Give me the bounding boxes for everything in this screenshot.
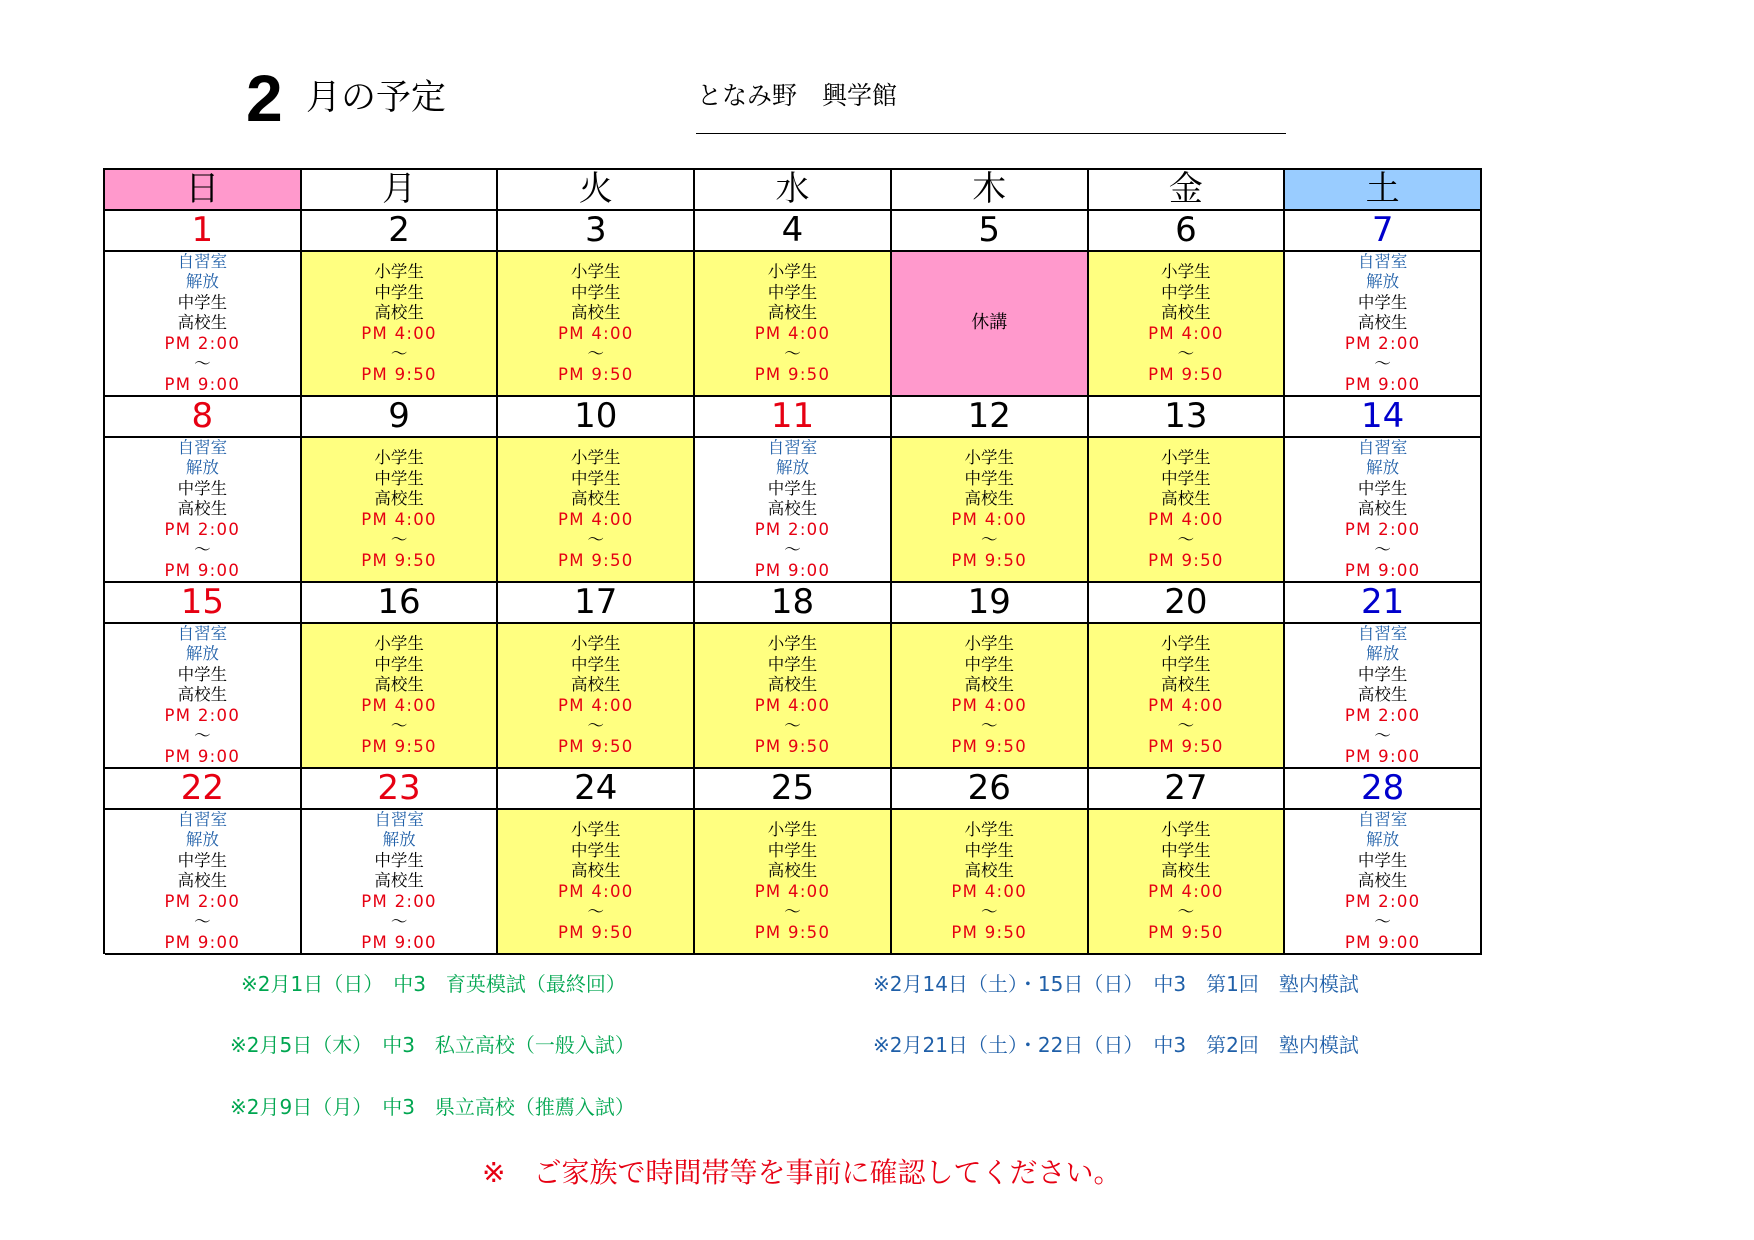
study-room-schedule xyxy=(105,624,302,769)
time-separator: ～ xyxy=(784,902,801,921)
grade-label: 高校生 xyxy=(177,871,228,891)
note-exam-feb1: ※2月1日（日） 中3 育英模試（最終回） xyxy=(241,972,626,996)
start-time: PM 4:00 xyxy=(754,881,831,901)
end-time: PM 9:50 xyxy=(557,364,634,384)
grade-label: 小学生 xyxy=(964,634,1014,653)
day-number: 26 xyxy=(892,769,1089,810)
grade-label: 中学生 xyxy=(571,654,621,674)
grade-label: 高校生 xyxy=(767,303,818,322)
end-time: PM 9:50 xyxy=(1148,550,1224,570)
day-number: 23 xyxy=(302,769,499,810)
grade-label: 中学生 xyxy=(571,840,621,860)
open-label: 解放 xyxy=(185,644,219,664)
day-number: 15 xyxy=(105,583,302,624)
day-number: 4 xyxy=(695,211,892,252)
grade-label: 中学生 xyxy=(1161,840,1211,860)
grade-label: 小学生 xyxy=(571,820,621,839)
time-separator: ～ xyxy=(1374,726,1391,746)
grade-label: 小学生 xyxy=(964,448,1014,467)
time-separator: ～ xyxy=(390,716,408,735)
grade-label: 高校生 xyxy=(1161,675,1211,694)
study-room-label: 自習室 xyxy=(177,252,228,271)
time-separator: ～ xyxy=(587,530,605,549)
day-number: 3 xyxy=(498,211,695,252)
weekday-header: 火 xyxy=(498,170,695,211)
grade-label: 中学生 xyxy=(571,282,621,302)
time-separator: ～ xyxy=(784,716,801,735)
grade-label: 小学生 xyxy=(1161,820,1211,839)
time-separator: ～ xyxy=(194,354,211,374)
grade-label: 小学生 xyxy=(767,820,818,839)
start-time: PM 4:00 xyxy=(754,323,831,343)
day-number: 24 xyxy=(498,769,695,810)
study-room-label: 自習室 xyxy=(1357,252,1408,271)
class-schedule xyxy=(892,810,1089,955)
start-time: PM 4:00 xyxy=(361,695,437,715)
study-room-schedule xyxy=(105,252,302,397)
start-time: PM 2:00 xyxy=(754,519,831,539)
grade-label: 中学生 xyxy=(1357,850,1408,870)
end-time: PM 9:50 xyxy=(754,736,831,756)
grade-label: 高校生 xyxy=(374,303,424,322)
start-time: PM 2:00 xyxy=(361,891,437,911)
grade-label: 高校生 xyxy=(571,303,621,322)
open-label: 解放 xyxy=(1366,272,1400,292)
end-time: PM 9:50 xyxy=(754,364,831,384)
class-schedule xyxy=(892,438,1089,583)
start-time: PM 4:00 xyxy=(1148,881,1224,901)
start-time: PM 4:00 xyxy=(361,323,437,343)
end-time: PM 9:50 xyxy=(557,550,634,570)
grade-label: 中学生 xyxy=(374,654,424,674)
grade-label: 高校生 xyxy=(964,489,1014,508)
study-room-schedule xyxy=(105,438,302,583)
time-separator: ～ xyxy=(587,902,605,921)
class-schedule xyxy=(1089,252,1286,397)
weekday-header: 月 xyxy=(302,170,499,211)
month-number: 2 xyxy=(246,61,283,135)
grade-label: 小学生 xyxy=(964,820,1014,839)
page-title: 月の予定 xyxy=(306,78,447,118)
study-room-label: 自習室 xyxy=(177,438,228,457)
start-time: PM 4:00 xyxy=(557,509,634,529)
grade-label: 中学生 xyxy=(177,664,228,684)
time-separator: ～ xyxy=(1177,344,1195,363)
grade-label: 高校生 xyxy=(571,675,621,694)
weekday-header: 金 xyxy=(1089,170,1286,211)
grade-label: 中学生 xyxy=(1161,654,1211,674)
end-time: PM 9:50 xyxy=(1148,364,1224,384)
grade-label: 高校生 xyxy=(767,675,818,694)
time-separator: ～ xyxy=(194,726,211,746)
study-room-label: 自習室 xyxy=(177,624,228,643)
end-time: PM 9:50 xyxy=(754,922,831,942)
day-number: 16 xyxy=(302,583,499,624)
grade-label: 小学生 xyxy=(767,262,818,281)
class-schedule xyxy=(498,438,695,583)
time-separator: ～ xyxy=(980,902,998,921)
grade-label: 高校生 xyxy=(374,489,424,508)
closed-day xyxy=(892,252,1089,397)
time-separator: ～ xyxy=(194,912,211,932)
grade-label: 中学生 xyxy=(177,478,228,498)
start-time: PM 2:00 xyxy=(1344,891,1421,911)
end-time: PM 9:00 xyxy=(164,560,241,580)
end-time: PM 9:00 xyxy=(361,932,437,952)
grade-label: 中学生 xyxy=(964,840,1014,860)
grade-label: 小学生 xyxy=(767,634,818,653)
day-number: 28 xyxy=(1285,769,1482,810)
grade-label: 高校生 xyxy=(1161,303,1211,322)
study-room-schedule xyxy=(1285,810,1482,955)
start-time: PM 2:00 xyxy=(1344,705,1421,725)
start-time: PM 2:00 xyxy=(164,519,241,539)
closed-label: 休講 xyxy=(971,312,1008,334)
grade-label: 中学生 xyxy=(1161,468,1211,488)
class-schedule xyxy=(498,624,695,769)
day-number: 12 xyxy=(892,397,1089,438)
end-time: PM 9:50 xyxy=(361,364,437,384)
grade-label: 中学生 xyxy=(1357,292,1408,312)
time-separator: ～ xyxy=(980,716,998,735)
grade-label: 中学生 xyxy=(374,282,424,302)
grade-label: 中学生 xyxy=(964,654,1014,674)
grade-label: 高校生 xyxy=(767,861,818,880)
day-number: 2 xyxy=(302,211,499,252)
start-time: PM 4:00 xyxy=(557,695,634,715)
class-schedule xyxy=(498,810,695,955)
day-number: 19 xyxy=(892,583,1089,624)
grade-label: 中学生 xyxy=(767,840,818,860)
start-time: PM 4:00 xyxy=(361,509,437,529)
start-time: PM 4:00 xyxy=(951,509,1027,529)
grade-label: 高校生 xyxy=(1161,861,1211,880)
end-time: PM 9:00 xyxy=(1344,932,1421,952)
calendar-grid xyxy=(103,168,1482,954)
note-mock-exam-2: ※2月21日（土）・22日（日） 中3 第2回 塾内模試 xyxy=(873,1033,1359,1057)
end-time: PM 9:50 xyxy=(951,922,1027,942)
day-number: 7 xyxy=(1285,211,1482,252)
open-label: 解放 xyxy=(382,830,416,850)
study-room-schedule xyxy=(1285,624,1482,769)
end-time: PM 9:50 xyxy=(361,550,437,570)
note-exam-feb5: ※2月5日（木） 中3 私立高校（一般入試） xyxy=(230,1033,635,1057)
time-separator: ～ xyxy=(1374,540,1391,560)
weekday-header: 日 xyxy=(105,170,302,211)
end-time: PM 9:00 xyxy=(1344,374,1421,394)
time-separator: ～ xyxy=(1177,716,1195,735)
start-time: PM 2:00 xyxy=(1344,519,1421,539)
grade-label: 高校生 xyxy=(1357,685,1408,705)
start-time: PM 4:00 xyxy=(754,695,831,715)
end-time: PM 9:50 xyxy=(1148,736,1224,756)
grade-label: 小学生 xyxy=(374,448,424,467)
time-separator: ～ xyxy=(194,540,211,560)
open-label: 解放 xyxy=(1366,644,1400,664)
day-number: 18 xyxy=(695,583,892,624)
start-time: PM 4:00 xyxy=(557,323,634,343)
open-label: 解放 xyxy=(185,458,219,478)
class-schedule xyxy=(695,252,892,397)
grade-label: 小学生 xyxy=(571,634,621,653)
school-name: となみ野 興学館 xyxy=(697,81,898,110)
start-time: PM 4:00 xyxy=(951,695,1027,715)
time-separator: ～ xyxy=(1374,912,1391,932)
class-schedule xyxy=(695,624,892,769)
start-time: PM 2:00 xyxy=(164,333,241,353)
weekday-header: 木 xyxy=(892,170,1089,211)
time-separator: ～ xyxy=(784,344,801,363)
start-time: PM 4:00 xyxy=(951,881,1027,901)
class-schedule xyxy=(302,624,499,769)
day-number: 1 xyxy=(105,211,302,252)
study-room-schedule xyxy=(695,438,892,583)
weekday-header: 水 xyxy=(695,170,892,211)
school-name-underline xyxy=(696,133,1286,134)
study-room-label: 自習室 xyxy=(1357,624,1408,643)
footer-notice: ※ ご家族で時間帯等を事前に確認してください。 xyxy=(482,1156,1122,1189)
time-separator: ～ xyxy=(390,912,408,932)
day-number: 21 xyxy=(1285,583,1482,624)
grade-label: 高校生 xyxy=(1357,313,1408,333)
end-time: PM 9:00 xyxy=(164,932,241,952)
day-number: 20 xyxy=(1089,583,1286,624)
day-number: 8 xyxy=(105,397,302,438)
end-time: PM 9:50 xyxy=(951,736,1027,756)
open-label: 解放 xyxy=(185,272,219,292)
grade-label: 中学生 xyxy=(767,654,818,674)
grade-label: 高校生 xyxy=(374,675,424,694)
grade-label: 小学生 xyxy=(571,262,621,281)
time-separator: ～ xyxy=(1374,354,1391,374)
study-room-schedule xyxy=(1285,252,1482,397)
grade-label: 高校生 xyxy=(571,489,621,508)
time-separator: ～ xyxy=(390,344,408,363)
grade-label: 高校生 xyxy=(1161,489,1211,508)
start-time: PM 4:00 xyxy=(1148,323,1224,343)
study-room-schedule xyxy=(302,810,499,955)
grade-label: 高校生 xyxy=(1357,499,1408,519)
day-number: 5 xyxy=(892,211,1089,252)
end-time: PM 9:50 xyxy=(557,922,634,942)
open-label: 解放 xyxy=(185,830,219,850)
grade-label: 高校生 xyxy=(964,861,1014,880)
grade-label: 中学生 xyxy=(1161,282,1211,302)
grade-label: 高校生 xyxy=(177,313,228,333)
day-number: 10 xyxy=(498,397,695,438)
start-time: PM 4:00 xyxy=(1148,509,1224,529)
grade-label: 高校生 xyxy=(177,685,228,705)
class-schedule xyxy=(1089,438,1286,583)
grade-label: 小学生 xyxy=(1161,634,1211,653)
study-room-schedule xyxy=(105,810,302,955)
day-number: 9 xyxy=(302,397,499,438)
day-number: 13 xyxy=(1089,397,1286,438)
start-time: PM 2:00 xyxy=(164,705,241,725)
end-time: PM 9:50 xyxy=(1148,922,1224,942)
study-room-label: 自習室 xyxy=(1357,810,1408,829)
study-room-schedule xyxy=(1285,438,1482,583)
end-time: PM 9:50 xyxy=(361,736,437,756)
grade-label: 中学生 xyxy=(374,468,424,488)
open-label: 解放 xyxy=(1366,458,1400,478)
start-time: PM 4:00 xyxy=(557,881,634,901)
class-schedule xyxy=(1089,624,1286,769)
end-time: PM 9:50 xyxy=(951,550,1027,570)
grade-label: 中学生 xyxy=(177,850,228,870)
grade-label: 中学生 xyxy=(767,282,818,302)
start-time: PM 2:00 xyxy=(164,891,241,911)
start-time: PM 4:00 xyxy=(1148,695,1224,715)
study-room-label: 自習室 xyxy=(767,438,818,457)
day-number: 22 xyxy=(105,769,302,810)
day-number: 27 xyxy=(1089,769,1286,810)
day-number: 17 xyxy=(498,583,695,624)
end-time: PM 9:50 xyxy=(557,736,634,756)
grade-label: 中学生 xyxy=(767,478,818,498)
grade-label: 高校生 xyxy=(177,499,228,519)
end-time: PM 9:00 xyxy=(164,374,241,394)
study-room-label: 自習室 xyxy=(177,810,228,829)
grade-label: 中学生 xyxy=(374,850,424,870)
grade-label: 中学生 xyxy=(1357,478,1408,498)
end-time: PM 9:00 xyxy=(754,560,831,580)
open-label: 解放 xyxy=(1366,830,1400,850)
study-room-label: 自習室 xyxy=(1357,438,1408,457)
grade-label: 中学生 xyxy=(177,292,228,312)
day-number: 11 xyxy=(695,397,892,438)
class-schedule xyxy=(302,252,499,397)
end-time: PM 9:00 xyxy=(1344,746,1421,766)
grade-label: 小学生 xyxy=(374,262,424,281)
class-schedule xyxy=(695,810,892,955)
class-schedule xyxy=(302,438,499,583)
grade-label: 中学生 xyxy=(571,468,621,488)
study-room-label: 自習室 xyxy=(374,810,424,829)
open-label: 解放 xyxy=(775,458,809,478)
end-time: PM 9:00 xyxy=(164,746,241,766)
grade-label: 小学生 xyxy=(374,634,424,653)
note-exam-feb9: ※2月9日（月） 中3 県立高校（推薦入試） xyxy=(230,1095,635,1119)
start-time: PM 2:00 xyxy=(1344,333,1421,353)
time-separator: ～ xyxy=(587,716,605,735)
weekday-header: 土 xyxy=(1285,170,1482,211)
grade-label: 高校生 xyxy=(571,861,621,880)
day-number: 6 xyxy=(1089,211,1286,252)
time-separator: ～ xyxy=(587,344,605,363)
grade-label: 小学生 xyxy=(1161,448,1211,467)
time-separator: ～ xyxy=(784,540,801,560)
class-schedule xyxy=(498,252,695,397)
time-separator: ～ xyxy=(1177,530,1195,549)
end-time: PM 9:00 xyxy=(1344,560,1421,580)
grade-label: 高校生 xyxy=(767,499,818,519)
day-number: 14 xyxy=(1285,397,1482,438)
grade-label: 高校生 xyxy=(374,871,424,891)
time-separator: ～ xyxy=(1177,902,1195,921)
grade-label: 高校生 xyxy=(1357,871,1408,891)
note-mock-exam-1: ※2月14日（土）・15日（日） 中3 第1回 塾内模試 xyxy=(873,972,1359,996)
time-separator: ～ xyxy=(390,530,408,549)
grade-label: 中学生 xyxy=(1357,664,1408,684)
class-schedule xyxy=(892,624,1089,769)
time-separator: ～ xyxy=(980,530,998,549)
day-number: 25 xyxy=(695,769,892,810)
grade-label: 高校生 xyxy=(964,675,1014,694)
class-schedule xyxy=(1089,810,1286,955)
grade-label: 小学生 xyxy=(571,448,621,467)
grade-label: 小学生 xyxy=(1161,262,1211,281)
grade-label: 中学生 xyxy=(964,468,1014,488)
